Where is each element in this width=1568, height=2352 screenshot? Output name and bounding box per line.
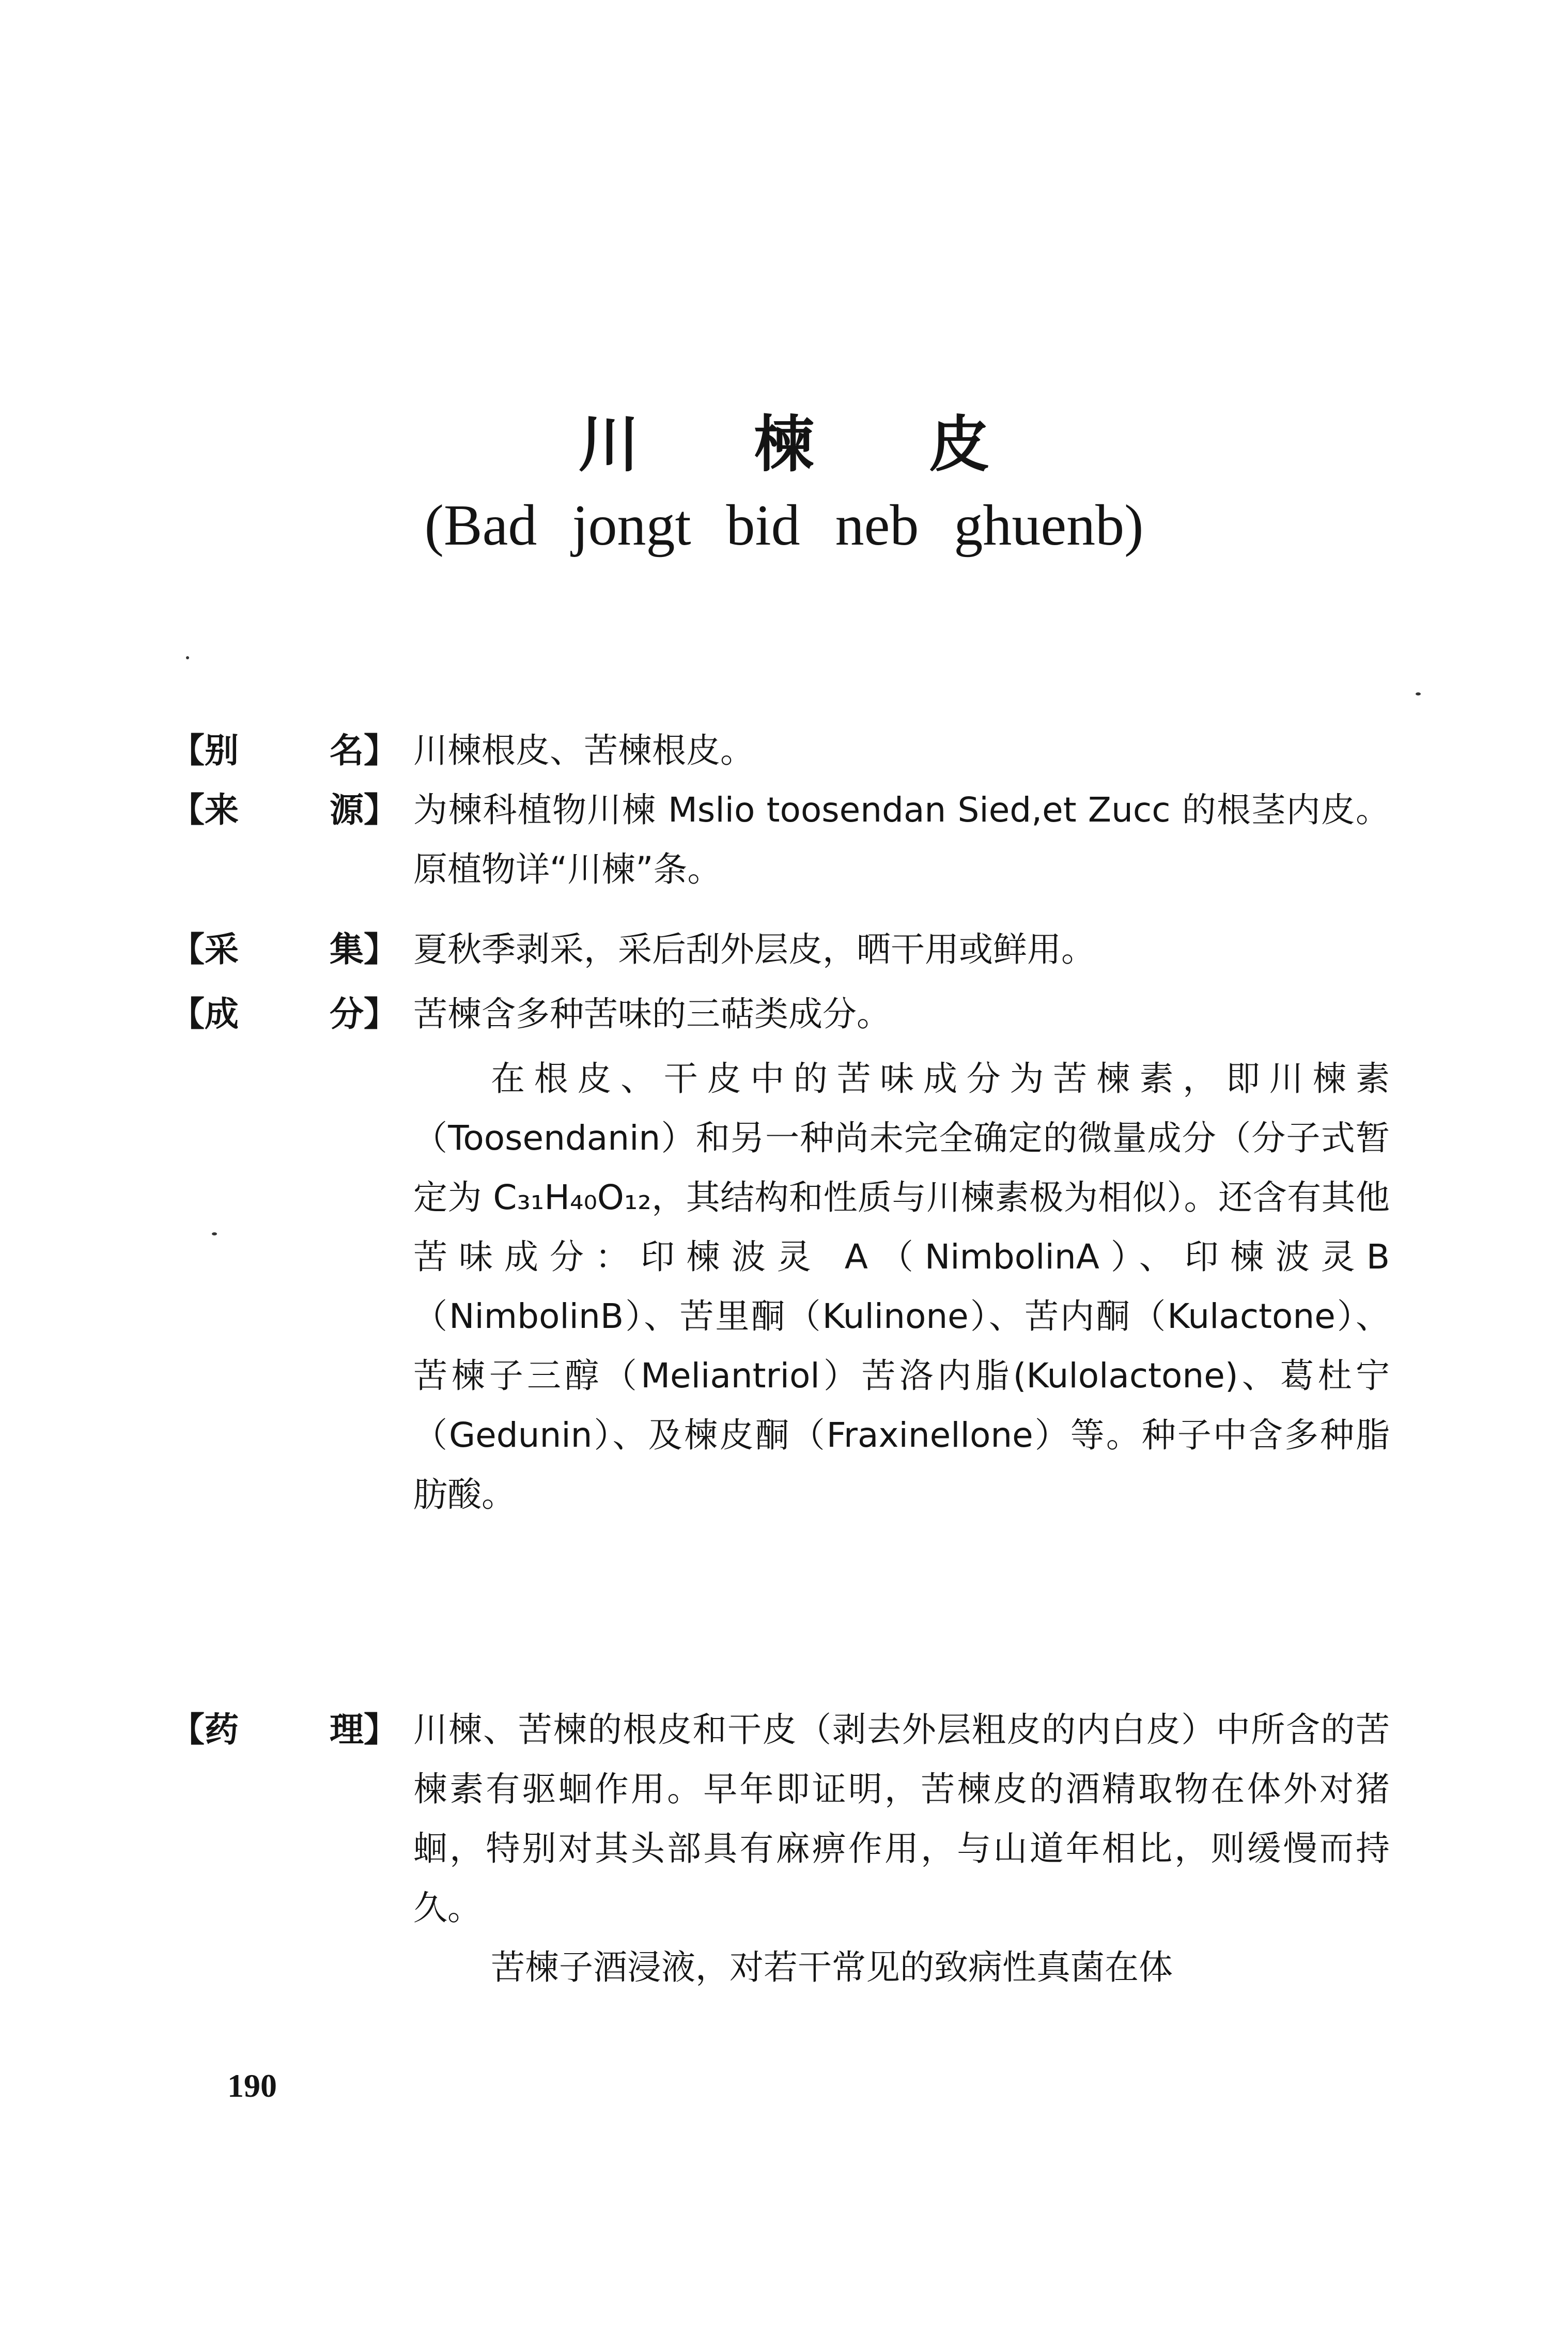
entry-text-collection: 夏秋季剥采，采后刮外层皮，晒干用或鲜用。 [413,930,1095,969]
page-number: 190 [227,2067,277,2104]
entry-source [170,780,1390,899]
entry-label-composition: 【成 分】 [170,994,398,1034]
page-title: 川 楝 皮 [578,409,1036,480]
composition-paragraph: 在根皮、干皮中的苦味成分为苦楝素，即川楝素（Toosendanin）和另一种尚未完全确定的微量成分（分子式暂定为 C₃₁H₄₀O₁₂，其结构和性质与川楝素极为相似）。还含有其他苦味成分：印楝波灵 A（NimbolinA）、印楝波灵B（NimbolinB）、苦里酮（Kulinone）、苦内酮（Kulactone）、苦楝子三醇（Meliantriol）苦洛内脂(Kulolactone)、葛杜宁（Gedunin）、及楝皮酮（Fraxinellone）等。种子中含多种脂肪酸。 [413,1059,1390,1514]
scan-speck [212,1232,217,1235]
pharmacology-paragraph: 苦楝子酒浸液，对若干常见的致病性真菌在体 [491,1947,1173,1987]
entry-composition [170,984,1390,1524]
entry-alias [170,721,1390,780]
scan-speck [186,656,189,659]
scan-speck [1416,692,1421,695]
entry-label-alias: 【别 名】 [170,731,398,770]
entry-label-collection: 【采 集】 [170,930,398,969]
entry-label-source: 【来 源】 [170,790,398,830]
entry-text-pharmacology: 川楝、苦楝的根皮和干皮（剥去外层粗皮的内白皮）中所含的苦楝素有驱蛔作用。早年即证明，苦楝皮的酒精取物在体外对猪蛔，特别对其头部具有麻痹作用，与山道年相比，则缓慢而持久。 苦楝子酒浸液，对若干常见的致病性真菌在体 [413,1700,1390,1997]
entry-pharmacology [170,1700,1390,1997]
entry-collection [170,920,1390,979]
entry-text-composition: 苦楝含多种苦味的三萜类成分。 在根皮、干皮中的苦味成分为苦楝素，即川楝素（Toosendanin）和另一种尚未完全确定的微量成分（分子式暂定为 C₃₁H₄₀O₁₂，其结构和性质与川楝素极为相似）。还含有其他苦味成分：印楝波灵 A（NimbolinA）、印楝波灵B（NimbolinB）、苦里酮（Kulinone）、苦内酮（Kulactone）、苦楝子三醇（Meliantriol）苦洛内脂(Kulolactone)、葛杜宁（Gedunin）、及楝皮酮（Fraxinellone）等。种子中含多种脂肪酸。 [413,984,1390,1524]
entry-label-pharmacology: 【药 理】 [170,1710,398,1750]
page-subtitle: (Bad jongt bid neb ghuenb) [424,493,1144,558]
entry-text-source: 为楝科植物川楝 Mslio toosendan Sied,et Zucc 的根茎内皮。原植物详“川楝”条。 [413,790,1390,889]
entry-text-alias: 川楝根皮、苦楝根皮。 [413,731,754,770]
